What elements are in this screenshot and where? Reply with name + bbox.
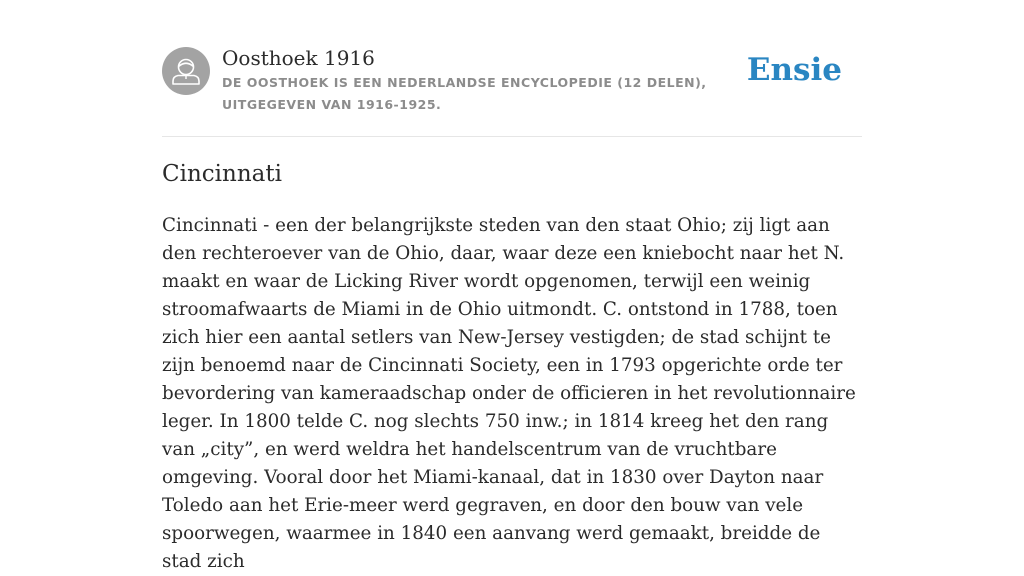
source-description: DE OOSTHOEK IS EEN NEDERLANDSE ENCYCLOPEDIE (12 DELEN), UITGEGEVEN VAN 1916-1925. xyxy=(222,75,707,112)
user-icon xyxy=(162,47,210,95)
source-title[interactable]: Oosthoek 1916 xyxy=(222,46,375,70)
ensie-logo[interactable]: Ensie xyxy=(746,52,842,88)
avatar xyxy=(162,47,210,95)
article-title: Cincinnati xyxy=(162,161,282,187)
source-header xyxy=(162,44,862,137)
article-body: Cincinnati - een der belangrijkste steden van den staat Ohio; zij ligt aan den rechteroever van de Ohio, daar, waar deze een kniebocht naar het N. maakt en waar de Licking River wordt opgenomen, terwijl een weinig stroomafwaarts de Miami in de Ohio uitmondt. C. ontstond in 1788, toen zich hier een aantal setlers van New-Jersey vestigden; de stad schijnt te zijn benoemd naar de Cincinnati Society, een in 1793 opgerichte orde ter bevordering van kameraadschap onder de officieren in het revolutionnaire leger. In 1800 telde C. nog slechts 750 inw.; in 1814 kreeg het den rang van „city”, en werd weldra het handelscentrum van de vruchtbare omgeving. Vooral door het Miami-kanaal, dat in 1830 over Dayton naar Toledo aan het Erie-meer werd gegraven, en door den bouw van vele spoorwegen, waarmee in 1840 een aanvang werd gemaakt, breidde de stad zich xyxy=(162,215,856,572)
